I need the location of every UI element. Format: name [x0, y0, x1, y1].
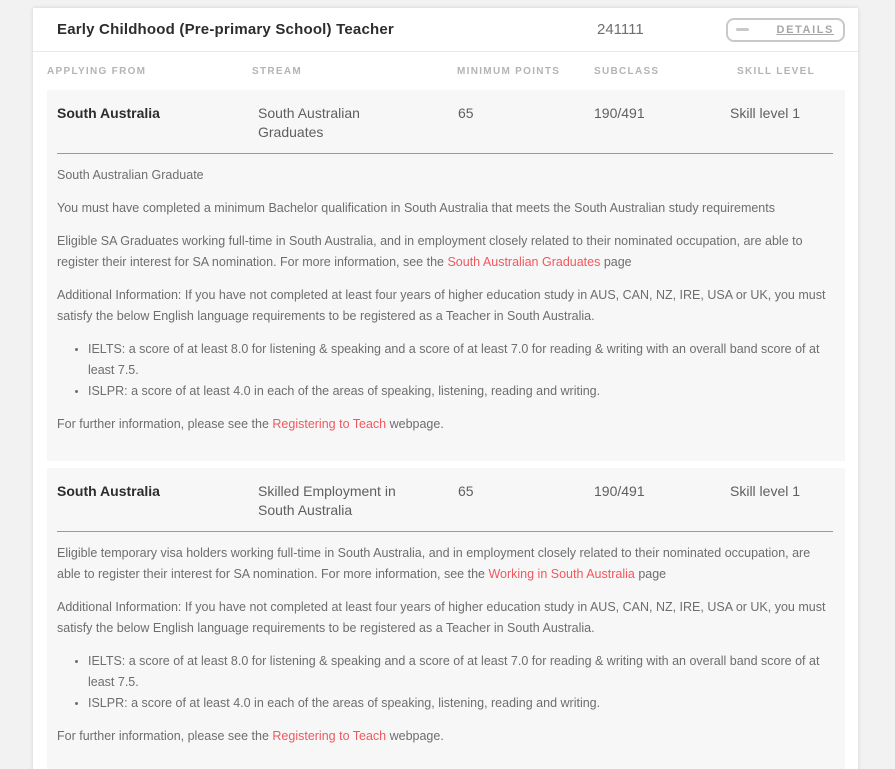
further-info-pre: For further information, please see the: [57, 729, 273, 743]
column-header-applying-from: APPLYING FROM: [47, 65, 147, 77]
study-requirement-text: You must have completed a minimum Bachelor qualification in South Australia that meets the South Australian study requirements: [57, 201, 775, 215]
table-column-headers: [33, 52, 858, 90]
stream-row: [57, 90, 833, 154]
cell-subclass: 190/491: [594, 483, 645, 499]
occupation-card: [33, 8, 858, 769]
cell-subclass: 190/491: [594, 105, 645, 121]
further-info-pre: For further information, please see the: [57, 417, 273, 431]
eligibility-text-pre: Eligible SA Graduates working full-time in South Australia, and in employment closely related to their nominated occupation, are able to register their interest for SA nomination. For more information, see the: [57, 234, 803, 269]
cell-minimum-points: 65: [458, 483, 474, 499]
column-header-skill-level: SKILL LEVEL: [737, 65, 816, 77]
additional-info-text: Additional Information: If you have not completed at least four years of higher education study in AUS, CAN, NZ, IRE, USA or UK, you must satisfy the below English language requirements to be registered as a Teacher in South Australia.: [57, 288, 826, 323]
column-header-stream: STREAM: [252, 65, 303, 77]
eligibility-text-post: page: [634, 567, 667, 581]
occupation-code: 241111: [597, 21, 644, 38]
cell-skill-level: Skill level 1: [730, 105, 801, 121]
details-button-label: DETAILS: [776, 23, 834, 36]
cell-stream: Skilled Employment in South Australia: [258, 483, 396, 518]
sa-graduates-link[interactable]: South Australian Graduates: [447, 255, 601, 269]
further-info-post: webpage.: [386, 729, 444, 743]
stream-block-skilled-employment: [47, 468, 845, 769]
cell-skill-level: Skill level 1: [730, 483, 801, 499]
column-header-minimum-points: MINIMUM POINTS: [457, 65, 561, 77]
stream-block-sa-graduates: [47, 90, 845, 461]
cell-stream: South Australian Graduates: [258, 105, 360, 140]
eligibility-text-pre: Eligible temporary visa holders working full-time in South Australia, and in employment closely related to their nominated occupation, are able to register their interest for SA nomination. For more information, see the: [57, 546, 811, 581]
english-requirement-item: IELTS: a score of at least 8.0 for listening & speaking and a score of at least 7.0 for reading & writing with an overall band score of at least 7.5.: [88, 339, 833, 381]
column-header-subclass: SUBCLASS: [594, 65, 660, 77]
cell-applying-from: South Australia: [57, 483, 160, 499]
additional-info-text: Additional Information: If you have not completed at least four years of higher education study in AUS, CAN, NZ, IRE, USA or UK, you must satisfy the below English language requirements to be registered as a Teacher in South Australia.: [57, 600, 826, 635]
further-info-text: [57, 726, 833, 747]
occupation-title: Early Childhood (Pre-primary School) Teacher: [57, 21, 394, 38]
stream-description: [57, 532, 833, 747]
eligibility-text: [57, 543, 833, 585]
cell-applying-from: South Australia: [57, 105, 160, 121]
english-requirement-item: ISLPR: a score of at least 4.0 in each of the areas of speaking, listening, reading and writing.: [88, 381, 833, 402]
further-info-text: [57, 414, 833, 435]
further-info-post: webpage.: [386, 417, 444, 431]
details-button[interactable]: [726, 18, 845, 42]
minus-icon: [736, 28, 749, 31]
english-requirement-item: ISLPR: a score of at least 4.0 in each of the areas of speaking, listening, reading and writing.: [88, 693, 833, 714]
stream-description: [57, 154, 833, 435]
description-heading: South Australian Graduate: [57, 168, 204, 182]
english-requirement-item: IELTS: a score of at least 8.0 for listening & speaking and a score of at least 7.0 for reading & writing with an overall band score of at least 7.5.: [88, 651, 833, 693]
registering-to-teach-link[interactable]: Registering to Teach: [272, 417, 387, 431]
english-requirements-list: [57, 339, 833, 402]
occupation-header: [33, 8, 858, 52]
eligibility-text: [57, 231, 833, 273]
registering-to-teach-link[interactable]: Registering to Teach: [272, 729, 387, 743]
english-requirements-list: [57, 651, 833, 714]
stream-row: [57, 468, 833, 532]
cell-minimum-points: 65: [458, 105, 474, 121]
eligibility-text-post: page: [600, 255, 632, 269]
working-in-sa-link[interactable]: Working in South Australia: [488, 567, 635, 581]
